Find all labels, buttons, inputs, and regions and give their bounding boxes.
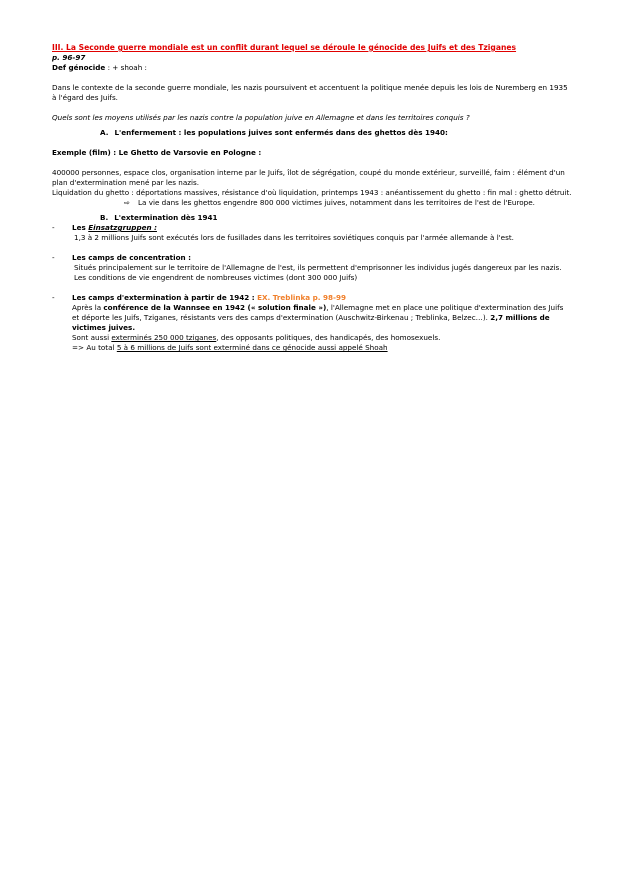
einsatzgruppen-item — [52, 223, 572, 233]
problem-question: Quels sont les moyens utilisés par les nazis contre la population juive en Allemagne et dans les territoires conquis ? — [52, 113, 470, 122]
wannsee-pre: Après la — [72, 303, 104, 312]
extermination-body — [52, 303, 572, 353]
section-b-letter: B. — [100, 213, 109, 222]
definition-rest: : + shoah : — [105, 63, 147, 72]
tziganes-paragraph — [72, 333, 572, 343]
liquidation-paragraph: Liquidation du ghetto : déportations massives, résistance d'où liquidation, printemps 1943 : anéantissement du ghetto : fin mal : ghetto détruit. — [52, 188, 572, 197]
wannsee-paragraph — [72, 303, 572, 333]
definition-label: Def génocide — [52, 63, 106, 72]
tziganes-pre: Sont aussi — [72, 333, 112, 342]
arrow-icon: ⇨ — [124, 198, 131, 207]
definition-line — [52, 63, 572, 73]
tziganes-post: , des opposants politiques, des handicapés, des homosexuels. — [216, 333, 441, 342]
section-b-heading — [52, 213, 572, 223]
page-reference: p. 96-97 — [52, 53, 86, 62]
ghetto-paragraph: 400000 personnes, espace clos, organisation interne par le Juifs, îlot de ségrégation, coupé du monde extérieur, surveillé, faim : élément d'un plan d'extermination mené par les nazis. — [52, 168, 565, 187]
section-a-title: L'enfermement : les populations juives sont enfermés dans des ghettos dès 1940: — [114, 128, 448, 137]
concentration-item — [52, 253, 572, 263]
section-a-heading — [52, 128, 572, 138]
section-title: III. La Seconde guerre mondiale est un conflit durant lequel se déroule le génocide des Juifs et des Tziganes — [52, 43, 517, 52]
concentration-title: Les camps de concentration : — [72, 253, 192, 262]
wannsee-victims: 2,7 millions de victimes juives. — [72, 313, 550, 332]
extermination-example: EX. Treblinka p. 98-99 — [257, 293, 346, 302]
einsatzgruppen-prefix: Les — [72, 223, 89, 232]
dash-bullet: - — [52, 253, 55, 262]
document-page — [52, 43, 572, 353]
total-paragraph — [72, 343, 572, 353]
einsatzgruppen-text: 1,3 à 2 millions Juifs sont exécutés lors de fusillades dans les territoires soviétiques conquis par l'armée allemande à l'est. — [74, 233, 514, 242]
extermination-item — [52, 293, 572, 303]
wannsee-post: , l'Allemagne met en place une politique d'extermination des Juifs et déporte les Juifs, Tziganes, résistants vers des camps d'extermination (Auschwitz-Birkenau ; Treblinka, Belzec…). — [72, 303, 564, 322]
arrow-bullet — [52, 198, 572, 208]
extermination-title: Les camps d'extermination à partir de 1942 : — [72, 293, 258, 302]
total-underlined: 5 à 6 millions de Juifs sont exterminé dans ce génocide aussi appelé Shoah — [116, 343, 388, 352]
tziganes-underlined: exterminés 250 000 tziganes — [111, 333, 217, 342]
total-pre: => Au total — [72, 343, 117, 352]
einsatzgruppen-name: Einsatzgruppen : — [88, 223, 157, 232]
section-b-title: L'extermination dès 1941 — [114, 213, 218, 222]
example-title: Exemple (film) : Le Ghetto de Varsovie en Pologne : — [52, 148, 262, 157]
wannsee-conference: conférence de la Wannsee en 1942 (« solution finale ») — [103, 303, 327, 312]
dash-bullet: - — [52, 293, 55, 302]
context-paragraph: Dans le contexte de la seconde guerre mondiale, les nazis poursuivent et accentuent la politique menée depuis les lois de Nuremberg en 1935 à l'égard des Juifs. — [52, 83, 568, 102]
dash-bullet: - — [52, 223, 55, 232]
section-a-letter: A. — [100, 128, 109, 137]
concentration-text: Situés principalement sur le territoire de l'Allemagne de l'est, ils permettent d'emprisonner les individus jugés dangereux par les nazis. Les conditions de vie engendrent de nombreuses victimes (dont 300 000 Juifs) — [74, 263, 562, 282]
arrow-bullet-text: La vie dans les ghettos engendre 800 000 victimes juives, notamment dans les territoires de l'est de l'Europe. — [138, 198, 535, 207]
